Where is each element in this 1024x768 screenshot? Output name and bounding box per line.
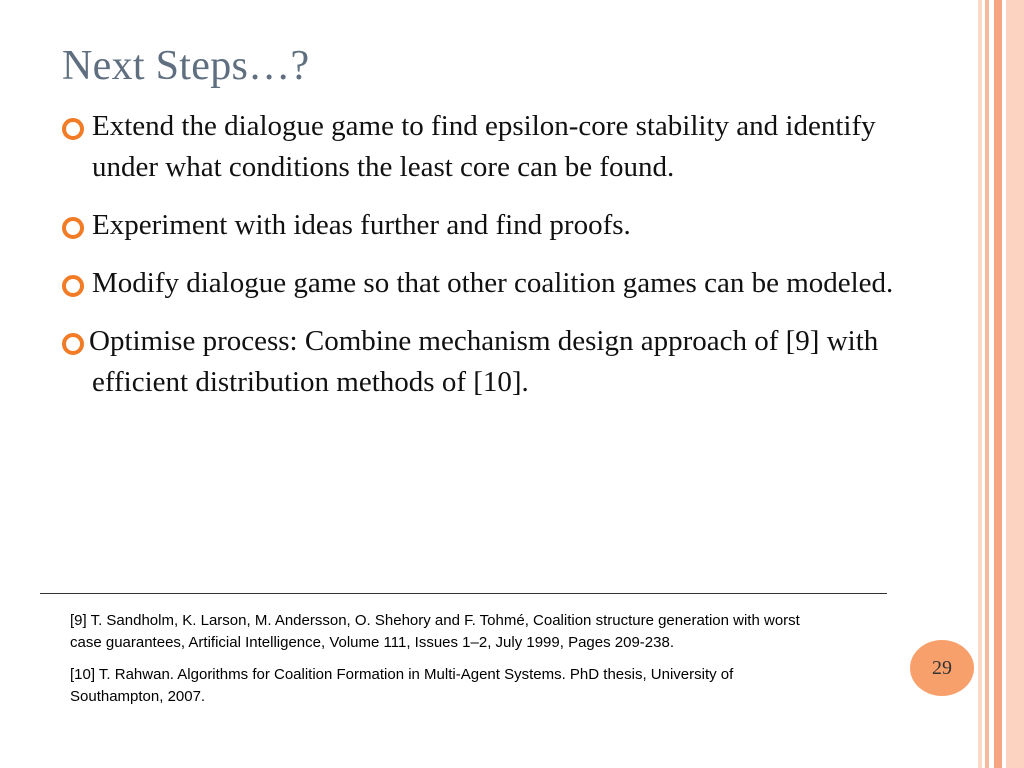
ring-bullet-icon	[62, 275, 84, 297]
slide-title: Next Steps…?	[62, 43, 310, 89]
reference-item: [9] T. Sandholm, K. Larson, M. Andersson, O. Shehory and F. Tohmé, Coalition structure generation with worst case guarantees, Artificial Intelligence, Volume 111, Issues 1–2, July 1999, Pages 209-238.	[70, 612, 800, 651]
bullet-text: Optimise process: Combine mechanism design approach of [9] with efficient distribution methods of [10].	[89, 325, 879, 398]
bullet-item	[62, 263, 922, 304]
stripe	[994, 0, 1002, 768]
ring-bullet-icon	[62, 118, 84, 140]
bullet-list	[62, 106, 922, 403]
stripe	[1006, 0, 1024, 768]
references	[70, 610, 830, 708]
bullet-item	[62, 106, 922, 188]
bullet-text: Experiment with ideas further and find proofs.	[92, 209, 631, 241]
bullet-item	[62, 321, 922, 403]
reference-item: [10] T. Rahwan. Algorithms for Coalition Formation in Multi-Agent Systems. PhD thesis, University of Southampton, 2007.	[70, 666, 734, 705]
decorative-stripes	[978, 0, 1024, 768]
footnote-divider	[40, 593, 887, 594]
ring-bullet-icon	[62, 333, 84, 355]
bullet-text: Modify dialogue game so that other coalition games can be modeled.	[92, 267, 894, 299]
bullet-item	[62, 205, 922, 246]
bullet-text: Extend the dialogue game to find epsilon-core stability and identify under what conditions the least core can be found.	[92, 110, 876, 183]
ring-bullet-icon	[62, 217, 84, 239]
page-number-badge: 29	[910, 640, 974, 696]
